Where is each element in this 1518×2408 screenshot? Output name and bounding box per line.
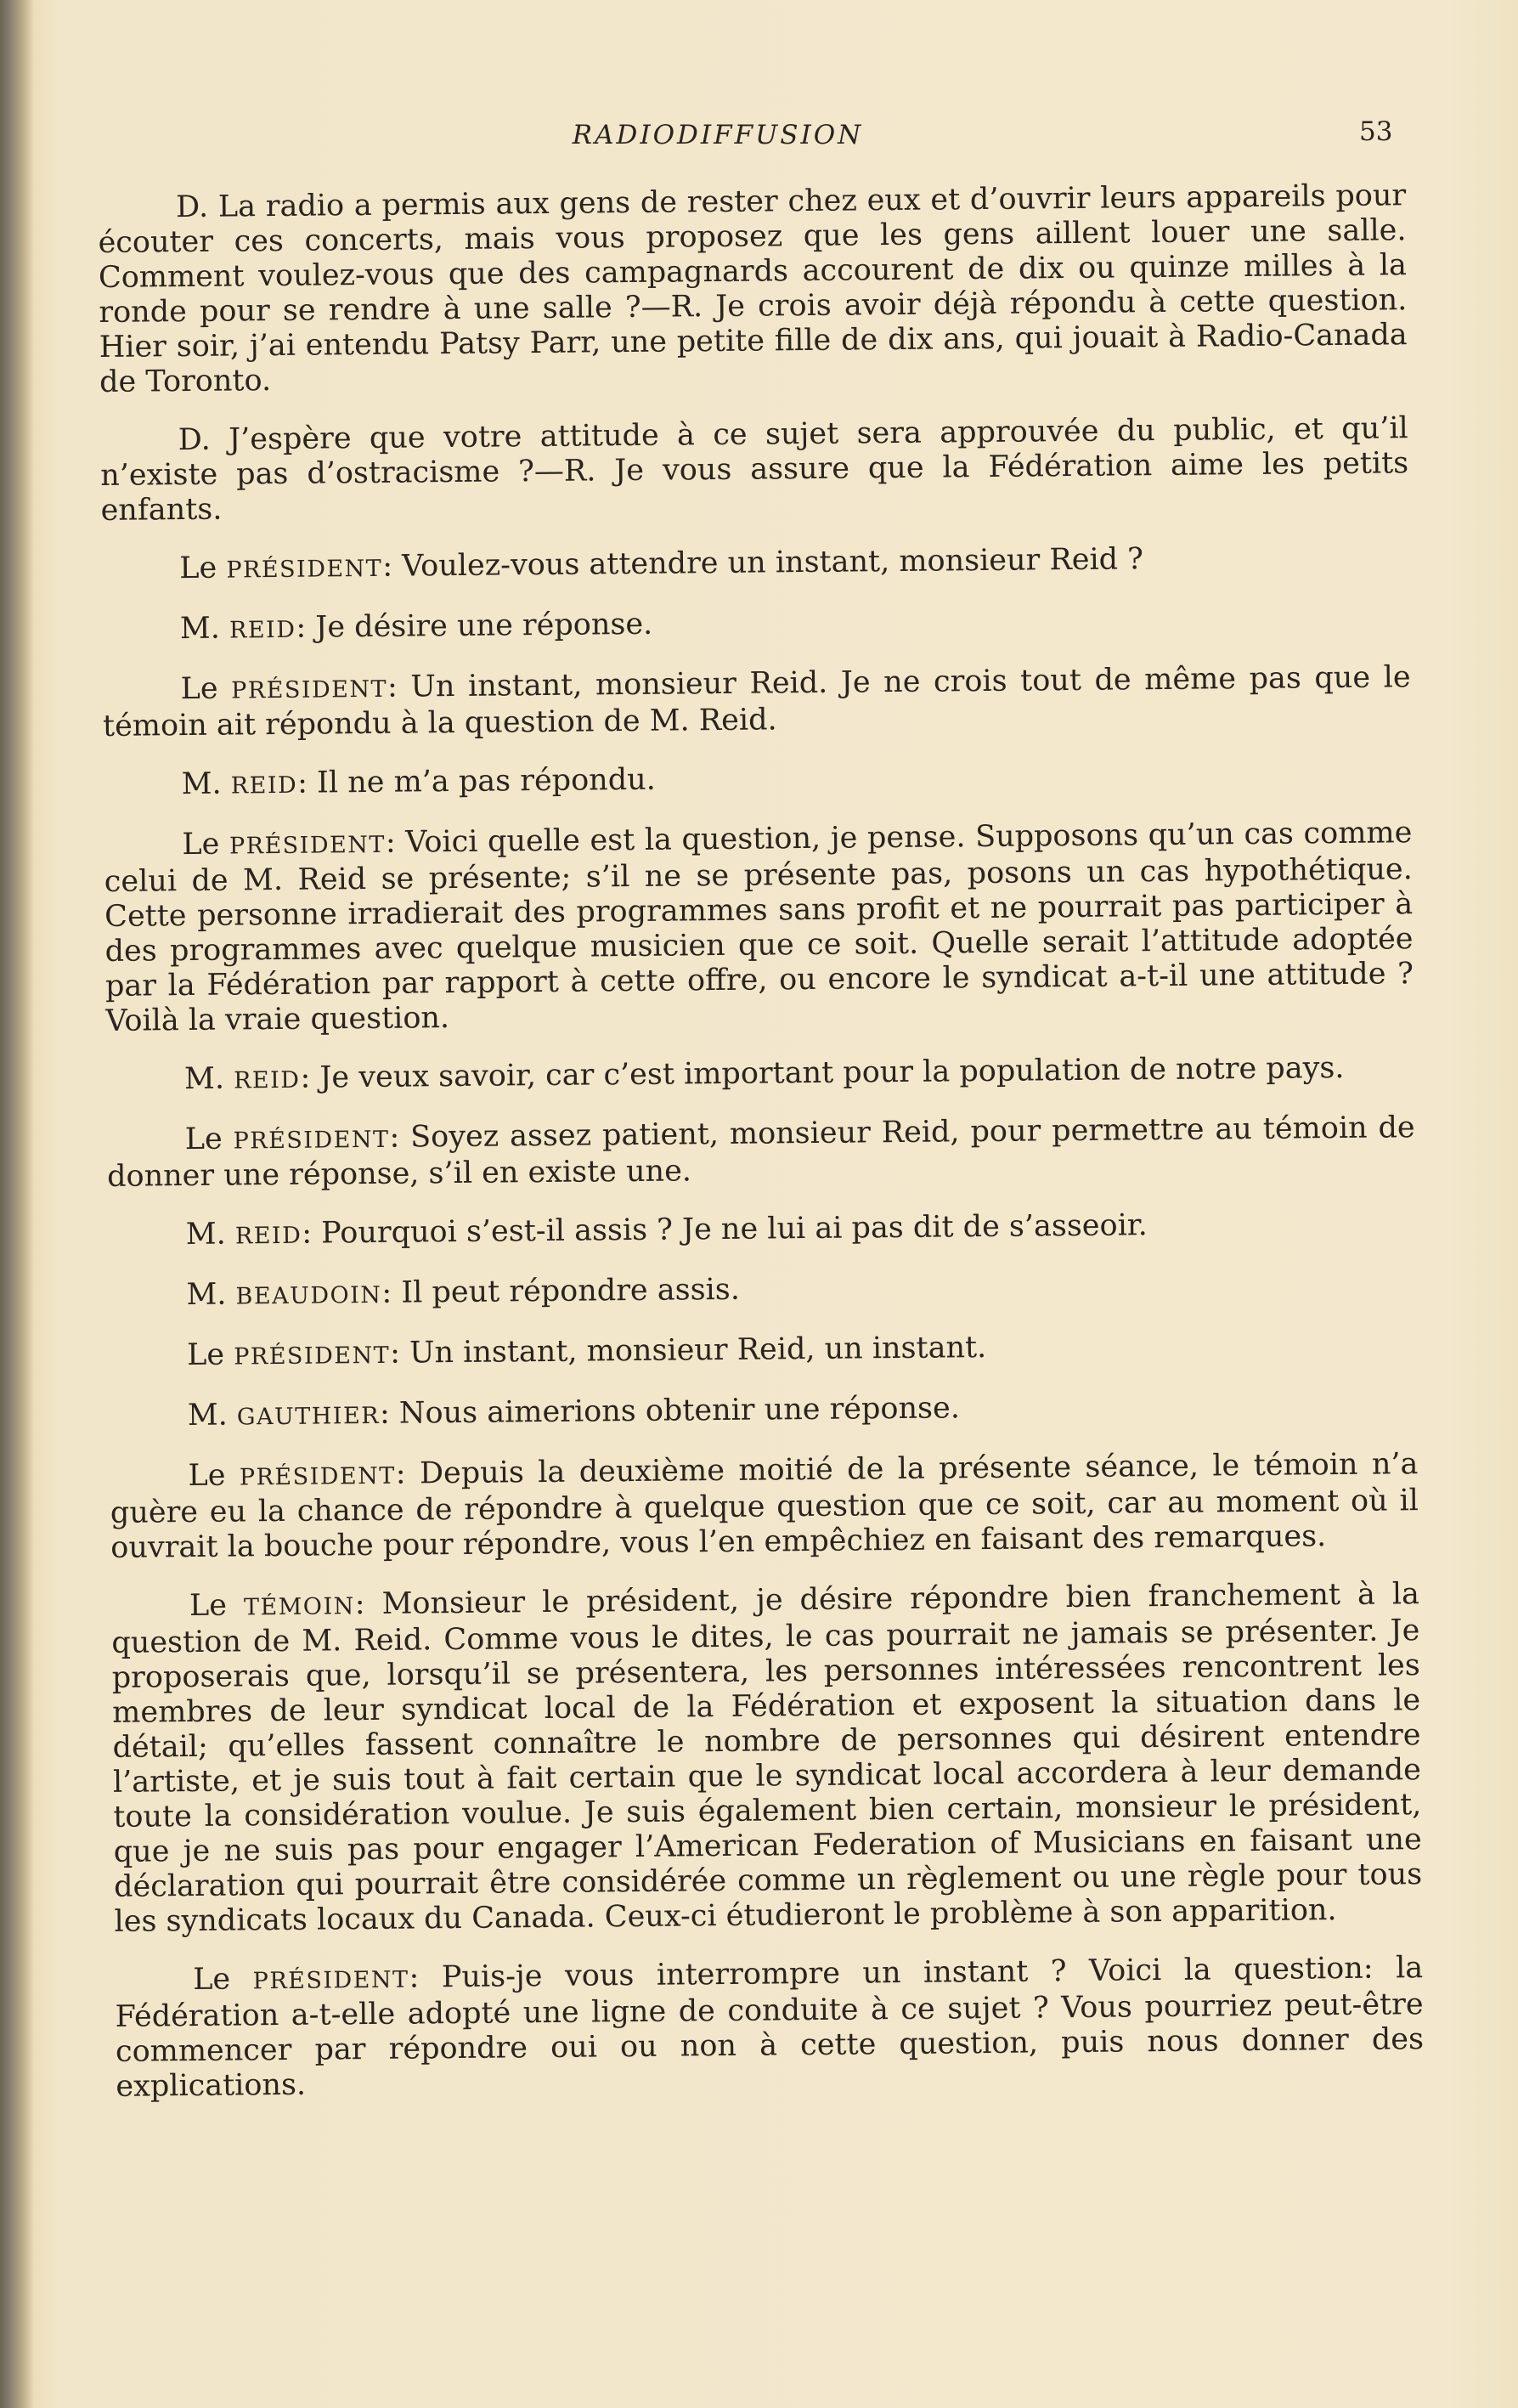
paragraph [104,816,1414,1039]
speaker-separator: : [302,1216,322,1251]
paragraph [98,178,1408,400]
running-title: RADIODIFFUSION [572,120,864,150]
page-header [0,115,1518,166]
paragraph [106,1050,1414,1099]
paragraph [108,1266,1416,1315]
paragraph-text: Il ne m’a pas répondu. [316,762,656,800]
paragraph-text: Voici quelle est la question, je pense. Supposons qu’un cas comme celui de M. Reid se présente; s’il ne se présente pas, posons un cas hypothétique. Cette personne irradierait des programmes sans profit et ne pourrait pas participer à des programmes avec quelque musicien que ce soit. Quelle serait l’attitude adoptée par la Fédération par rapport à cette offre, ou encore le syndicat a-t-il une attitude ? Voilà la vraie question. [104,816,1414,1038]
speaker-separator: : [389,1120,411,1155]
speaker-separator: : [296,610,316,645]
speaker-separator: : [354,1586,382,1622]
page-binding-edge [0,0,34,2408]
paragraph-text: Un instant, monsieur Reid. Je ne crois tout de même pas que le témoin ait répondu à la question de M. Reid. [102,660,1411,743]
page-body [98,178,1425,2128]
paragraph-text: Soyez assez patient, monsieur Reid, pour permettre au témoin de donner une réponse, s’il en existe une. [106,1111,1415,1194]
speaker-name: M. REID [185,1217,302,1252]
speaker-separator: : [296,766,318,800]
speaker-separator: : [381,1275,402,1310]
paragraph-text: Monsieur le président, je désire répondre bien franchement à la question de M. Reid. Comme vous le dites, le cas pourrait ne jamais se présenter. Je proposerais que, lorsqu’il se présentera, les personnes intéressées rencontrent les membres de leur syndicat local de la Fédération et exposent la situation dans le détail; qu’elles fassent connaître le nombre de personnes qui désirent entendre l’artiste, et je suis tout à fait certain que le syndicat local accordera à leur demande toute la considération voulue. Je suis également bien certain, monsieur le président, que je ne suis pas pour engager l’American Federation of Musicians en faisant une déclaration qui pourrait être considérée comme un règlement ou une règle pour tous les syndicats locaux du Canada. Ceux-ci étudieront le problème à son apparition. [111,1577,1423,1939]
speaker-name: M. REID [179,611,296,647]
speaker-name: Le PRÉSIDENT [184,1122,390,1157]
paragraph [104,755,1412,805]
speaker-name: Le TÉMOIN [189,1588,355,1624]
paragraph [102,660,1411,744]
speaker-separator: : [389,1336,410,1371]
paragraph [100,411,1409,529]
speaker-name: M. REID [183,1061,301,1097]
speaker-separator: : [395,1456,420,1491]
paragraph-text: Voulez-vous attendre un instant, monsieur Reid ? [401,542,1144,584]
paragraph-text: Puis-je vous interrompre un instant ? Voici la question: la Fédération a-t-elle adopté une ligne de conduite à ce sujet ? Vous pourriez peut-être commencer par répondre oui ou non à cette question, puis nous donner des explications. [115,1951,1425,2104]
paragraph-text: Depuis la deuxième moitié de la présente séance, le témoin n’a guère eu la chance de répondre à quelque question que ce soit, car au moment où il ouvrait la bouche pour répondre, vous l’en empêchiez en faisant des remarques. [110,1447,1419,1565]
paragraph-text: D. La radio a permis aux gens de rester chez eux et d’ouvrir leurs appareils pour écouter ces concerts, mais vous proposez que les gens aillent louer une salle. Comment voulez-vous que des campagnards accourent de dix ou quinze milles à la ronde pour se rendre à une salle ?—R. Je crois avoir déjà répondu à cette question. Hier soir, j’ai entendu Patsy Parr, une petite fille de dix ans, qui jouait à Radio-Canada de Toronto. [98,178,1408,399]
speaker-separator: : [385,825,406,860]
paragraph-text: Il peut répondre assis. [401,1272,741,1310]
paragraph-text: Je désire une réponse. [315,607,653,645]
speaker-name: Le PRÉSIDENT [193,1962,409,1998]
paragraph [109,1326,1417,1376]
speaker-name: Le PRÉSIDENT [180,671,388,707]
paragraph-text: Nous aimerions obtenir une réponse. [398,1391,961,1431]
speaker-name: Le PRÉSIDENT [186,1337,391,1373]
paragraph [111,1577,1423,1940]
speaker-name: Le PRÉSIDENT [188,1458,396,1494]
paragraph [107,1111,1416,1195]
paragraph [101,540,1409,589]
speaker-separator: : [409,1960,443,1995]
page-number: 53 [1359,116,1393,147]
paragraph [110,1447,1419,1566]
paragraph [115,1951,1425,2105]
speaker-name: Le PRÉSIDENT [182,827,387,862]
paragraph [102,600,1410,649]
speaker-separator: : [382,549,403,584]
speaker-separator: : [387,670,411,704]
paragraph-text: D. J’espère que votre attitude à ce sujet sera approuvée du public, et qu’il n’existe pas d’ostracisme ?—R. Je vous assure que la Fédération aime les petits enfants. [100,411,1409,528]
paragraph-text: Je veux savoir, car c’est important pour la population de notre pays. [319,1050,1345,1095]
speaker-name: M. BEAUDOIN [186,1277,382,1313]
paragraph [108,1206,1416,1255]
speaker-separator: : [300,1060,320,1095]
speaker-name: M. REID [181,766,298,802]
speaker-name: Le PRÉSIDENT [179,551,383,586]
speaker-separator: : [379,1396,400,1431]
speaker-name: M. GAUTHIER [187,1398,381,1433]
paragraph-text: Pourquoi s’est-il assis ? Je ne lui ai pas dit de s’asseoir. [320,1208,1148,1251]
paragraph [110,1387,1418,1436]
paragraph-text: Un instant, monsieur Reid, un instant. [409,1331,987,1371]
